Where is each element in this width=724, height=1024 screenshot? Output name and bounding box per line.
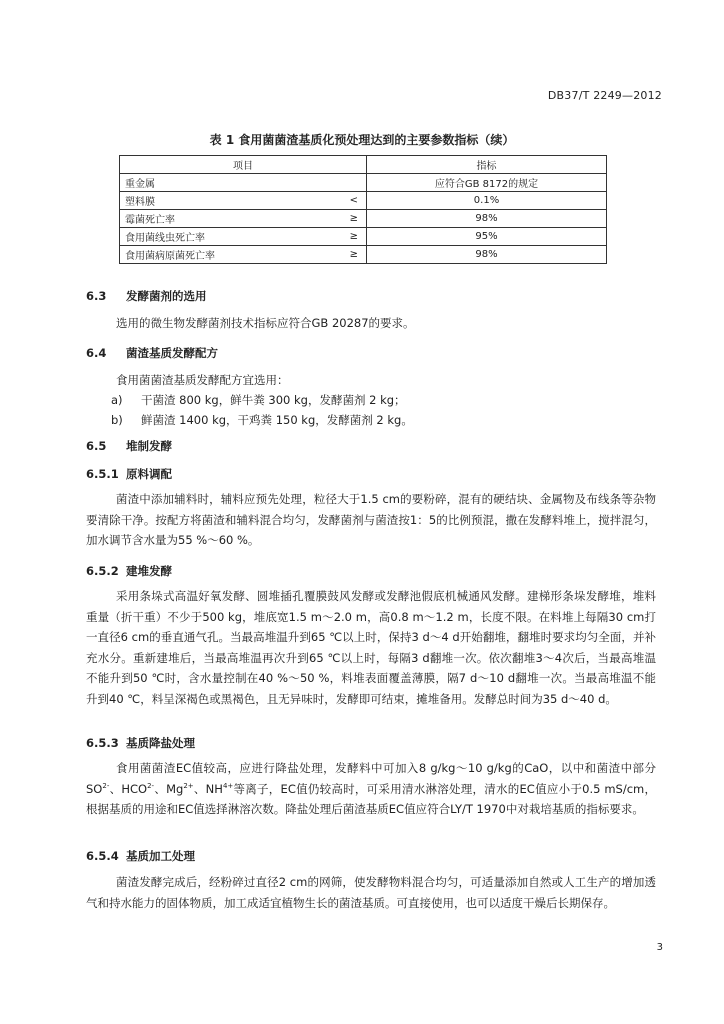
text-run: 、Mg	[154, 781, 184, 796]
row-operator: ≥	[286, 228, 367, 246]
list-item	[111, 390, 406, 410]
paragraph: 采用条垛式高温好氧发酵、圆堆插孔覆膜鼓风发酵或发酵池假底机械通风发酵。建梯形条垛发酵堆，堆料重量（折干重）不少于500 kg，堆底宽1.5 m～2.0 m，高0.8 m～1.2 m，长度不限。在料堆上每隔30 cm打一直径6 cm的垂直通气孔。当最高堆温升到65 ℃以上时，保持3 d～4 d开始翻堆，翻堆时要求均匀全面，并补充水分。重新建堆后，当最高堆温再次升到65 ℃以上时，每隔3 d翻堆一次。依次翻堆3～4次后，当最高堆温不能升到50 ℃时，含水量控制在40 %～50 %，料堆表面覆盖薄膜，隔7 d～10 d翻堆一次。当最高堆温不能升到40 ℃，料呈深褐色或黑褐色，且无异味时，发酵即可结束，摊堆备用。发酵总时间为35 d～40 d。	[86, 589, 656, 706]
row-value: 95%	[367, 228, 607, 246]
section-number: 6.5.4	[86, 849, 119, 863]
section-title: 发酵菌剂的选用	[126, 289, 207, 303]
table-row	[120, 192, 607, 210]
section-heading-6-5-3	[86, 735, 195, 751]
table-header-row	[120, 156, 607, 174]
row-item: 食用菌病原菌死亡率	[120, 246, 287, 264]
section-title: 基质加工处理	[126, 849, 195, 863]
text-run: 、HCO	[109, 781, 148, 796]
list-item	[111, 410, 413, 430]
row-value: 98%	[367, 246, 607, 264]
section-title: 基质降盐处理	[126, 736, 195, 750]
section-heading-6-5-1	[86, 466, 172, 482]
section-heading-6-4	[86, 345, 218, 361]
table-header-item: 项目	[120, 156, 367, 174]
row-operator	[286, 174, 367, 192]
row-value: 应符合GB 8172的规定	[367, 174, 607, 192]
paragraph	[86, 758, 656, 820]
standard-code: DB37/T 2249—2012	[547, 89, 662, 102]
table-title: 表 1 食用菌菌渣基质化预处理达到的主要参数指标（续）	[209, 133, 515, 147]
superscript: 4+	[222, 781, 234, 790]
section-title: 堆制发酵	[126, 439, 172, 453]
section-number: 6.5.3	[86, 736, 119, 750]
row-operator: ≥	[286, 246, 367, 264]
text-run: 等离子，EC值仍较高时，可采用清水淋溶处理，清水的EC值应小于0.5 mS/cm，根据基质的用途和EC值选择淋溶次数。降盐处理后菌渣基质EC值应符合LY/T 1970中对栽培基质的指标要求。	[86, 781, 657, 816]
row-item: 食用菌线虫死亡率	[120, 228, 287, 246]
section-number: 6.5	[86, 439, 107, 453]
table-row	[120, 228, 607, 246]
paragraph: 菌渣发酵完成后，经粉碎过直径2 cm的网筛，使发酵物料混合均匀，可适量添加自然或人工生产的增加透气和持水能力的固体物质，加工成适宜植物生长的菌渣基质。可直接使用，也可以适度干燥后长期保存。	[86, 875, 656, 910]
table-row	[120, 174, 607, 192]
row-value: 0.1%	[367, 192, 607, 210]
text-run: 、NH	[193, 781, 223, 796]
section-title: 建堆发酵	[126, 564, 172, 578]
row-item: 重金属	[120, 174, 287, 192]
page-number: 3	[656, 942, 663, 953]
paragraph: 菌渣中添加辅料时，辅料应预先处理，粒径大于1.5 cm的要粉碎，混有的硬结块、金属物及布线条等杂物要清除干净。按配方将菌渣和辅料混合均匀，发酵菌剂与菌渣按1：5的比例预混，撒在发酵料堆上，搅拌混匀，加水调节含水量为55 %～60 %。	[86, 492, 656, 547]
parameter-table	[119, 155, 607, 264]
table-row	[120, 246, 607, 264]
section-number: 6.5.1	[86, 467, 119, 481]
row-item: 霉菌死亡率	[120, 210, 287, 228]
section-heading-6-3	[86, 288, 207, 304]
row-operator: <	[286, 192, 367, 210]
section-title: 菌渣基质发酵配方	[126, 346, 218, 360]
section-number: 6.3	[86, 289, 107, 303]
section-number: 6.5.2	[86, 564, 119, 578]
table-row	[120, 210, 607, 228]
section-heading-6-5-4	[86, 848, 195, 864]
paragraph: 食用菌菌渣基质发酵配方宜选用：	[116, 373, 289, 387]
superscript: 2-	[102, 781, 110, 790]
superscript: 2+	[183, 781, 194, 790]
paragraph: 选用的微生物发酵菌剂技术指标应符合GB 20287的要求。	[116, 316, 415, 330]
row-value: 98%	[367, 210, 607, 228]
table-header-value: 指标	[367, 156, 607, 174]
list-marker: b)	[111, 413, 123, 427]
section-heading-6-5-2	[86, 563, 172, 579]
list-marker: a)	[111, 393, 123, 407]
section-title: 原料调配	[126, 467, 172, 481]
superscript: 2-	[147, 781, 155, 790]
text-run: 食用菌菌渣EC值较高，应进行降盐处理，发酵料中可加入8 g/kg～10 g/kg的CaO，以中和菌渣中部分SO	[86, 761, 656, 796]
section-heading-6-5	[86, 438, 172, 454]
row-item: 塑料膜	[120, 192, 287, 210]
list-text: 鲜菌渣 1400 kg，干鸡粪 150 kg，发酵菌剂 2 kg。	[141, 413, 413, 427]
section-number: 6.4	[86, 346, 107, 360]
list-text: 干菌渣 800 kg，鲜牛粪 300 kg，发酵菌剂 2 kg；	[141, 393, 406, 407]
row-operator: ≥	[286, 210, 367, 228]
